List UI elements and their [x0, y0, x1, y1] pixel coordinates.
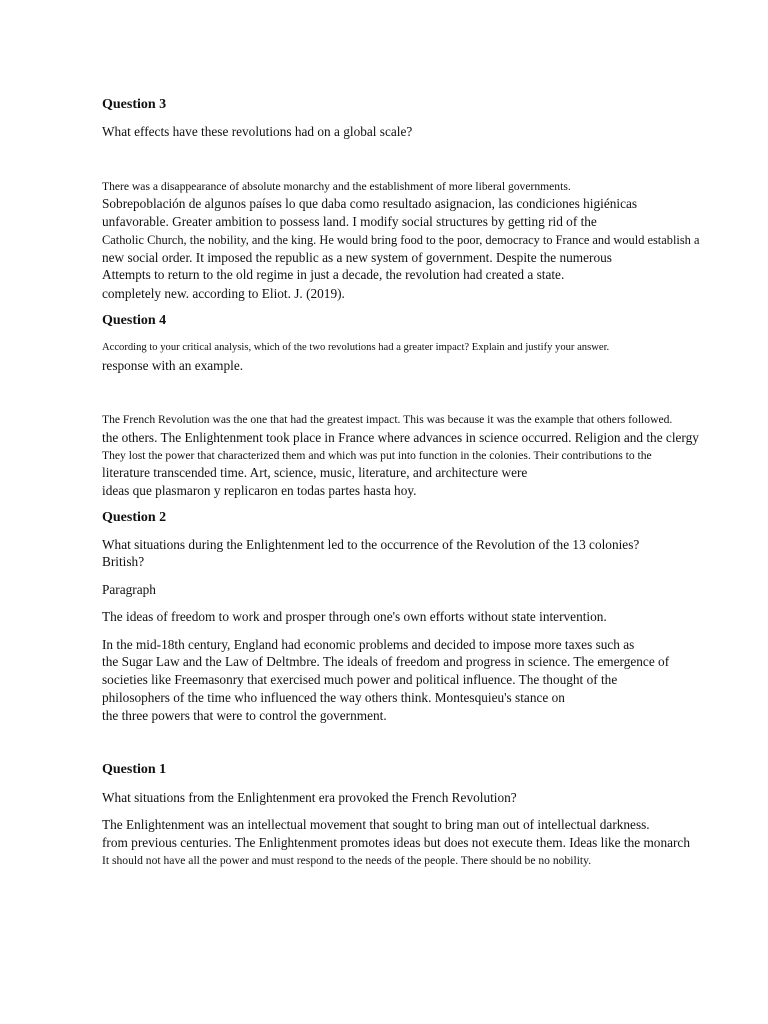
answer-3-line-7: completely new. according to Eliot. J. (2019).	[102, 286, 345, 301]
answer-4-line-5: ideas que plasmaron y replicaron en todas partes hasta hoy.	[102, 483, 417, 498]
question-4-text-line-1: According to your critical analysis, which of the two revolutions had a greater impact? Explain and justify your answer.	[102, 342, 610, 353]
answer-3-line-3: unfavorable. Greater ambition to possess land. I modify social structures by getting rid of the	[102, 214, 597, 229]
answer-3-line-2: Sobrepoblación de algunos países lo que daba como resultado asignacion, las condiciones higiénicas	[102, 196, 638, 211]
answer-4-line-2: the others. The Enlightenment took place in France where advances in science occurred. Religion and the clergy	[102, 430, 699, 445]
answer-1-line-2: from previous centuries. The Enlightenment promotes ideas but does not execute them. Ideas like the monarch	[102, 835, 690, 850]
answer-2-line-3: societies like Freemasonry that exercised much power and political influence. The thought of the	[102, 672, 618, 687]
answer-4-line-4: literature transcended time. Art, science, music, literature, and architecture were	[102, 465, 528, 480]
answer-1-line-1: The Enlightenment was an intellectual movement that sought to bring man out of intellectual darkness.	[102, 817, 650, 832]
question-3-heading: Question 3	[102, 97, 167, 112]
answer-2-line-1: In the mid-18th century, England had economic problems and decided to impose more taxes such as	[102, 637, 635, 652]
answer-3-line-6: Attempts to return to the old regime in just a decade, the revolution had created a state.	[102, 267, 565, 282]
question-4-text-line-2: response with an example.	[102, 358, 244, 373]
question-2-text-line-1: What situations during the Enlightenment led to the occurrence of the Revolution of the 13 colonies?	[102, 537, 640, 552]
paragraph-label: Paragraph	[102, 582, 156, 597]
question-3-text: What effects have these revolutions had on a global scale?	[102, 124, 413, 139]
answer-1-line-3: It should not have all the power and must respond to the needs of the people. There should be no nobility.	[102, 854, 592, 867]
question-1-text: What situations from the Enlightenment era provoked the French Revolution?	[102, 790, 517, 805]
question-2-heading: Question 2	[102, 510, 167, 525]
answer-2-line-4: philosophers of the time who influenced the way others think. Montesquieu's stance on	[102, 690, 565, 705]
answer-3-line-4: Catholic Church, the nobility, and the king. He would bring food to the poor, democracy to France and would establish a	[102, 233, 700, 247]
answer-2-first-line: The ideas of freedom to work and prosper through one's own efforts without state intervention.	[102, 609, 607, 624]
question-1-heading: Question 1	[102, 762, 167, 777]
answer-4-line-1: The French Revolution was the one that had the greatest impact. This was because it was the example that others followed.	[102, 413, 673, 426]
answer-2-line-5: the three powers that were to control the government.	[102, 708, 387, 723]
answer-2-line-2: the Sugar Law and the Law of Deltmbre. The ideals of freedom and progress in science. The emergence of	[102, 654, 670, 669]
answer-4-line-3: They lost the power that characterized them and which was put into function in the colonies. Their contributions to the	[102, 449, 652, 462]
question-4-heading: Question 4	[102, 313, 167, 328]
answer-3-line-5: new social order. It imposed the republic as a new system of government. Despite the numerous	[102, 250, 612, 265]
answer-3-line-1: There was a disappearance of absolute monarchy and the establishment of more liberal governments.	[102, 180, 571, 193]
question-2-text-line-2: British?	[102, 554, 145, 569]
